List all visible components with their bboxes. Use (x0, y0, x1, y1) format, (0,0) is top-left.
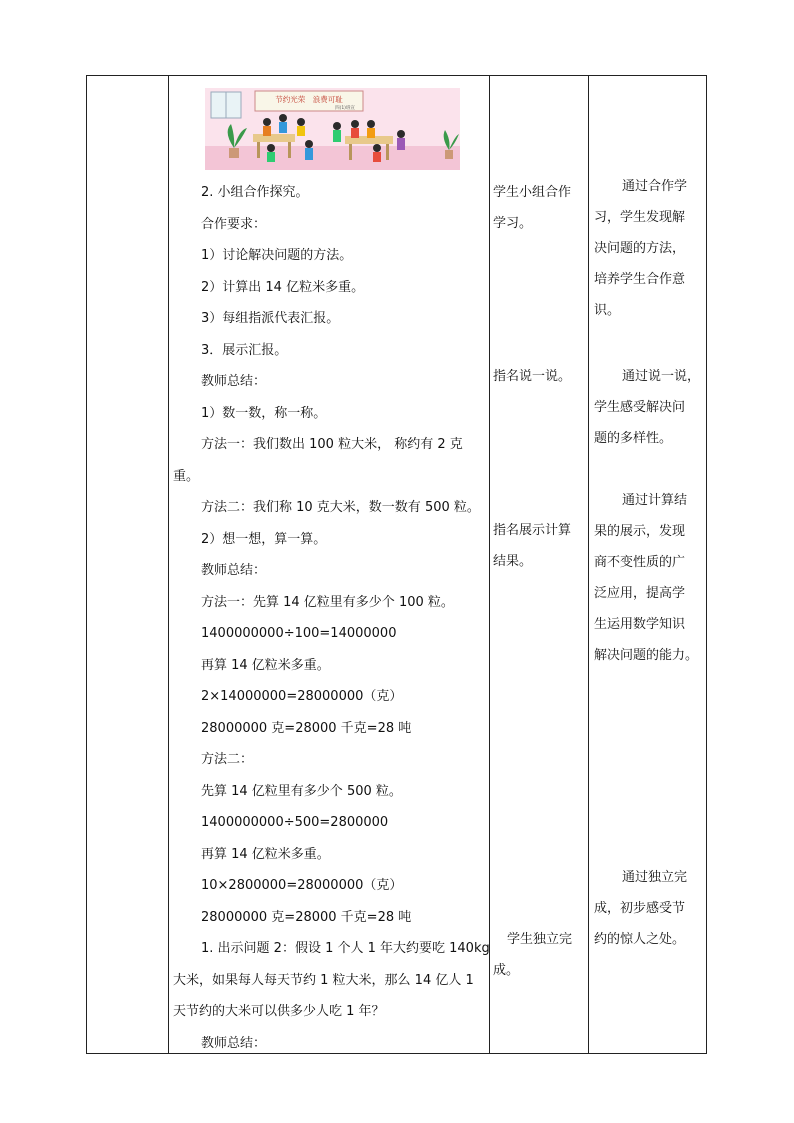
process-line: 方法一：我们数出 100 粒大米， 称约有 2 克 (201, 437, 463, 452)
process-line: 2）计算出 14 亿粒米多重。 (201, 280, 365, 295)
process-line: 方法一：先算 14 亿粒里有多少个 100 粒。 (201, 595, 454, 610)
process-line: 合作要求： (201, 217, 267, 232)
design-intent-cell (594, 361, 700, 454)
process-line: 重。 (173, 469, 200, 484)
student-activity-line: 指名展示计算 (493, 523, 572, 538)
column-divider-2 (489, 75, 490, 1054)
banner-text: 节约光荣 浪费可耻 (275, 95, 343, 104)
design-intent-line: 泛应用，提高学 (594, 586, 686, 601)
design-intent-line: 决问题的方法， (594, 241, 686, 256)
process-line: 天节约的大米可以供多少人吃 1 年？ (173, 1004, 385, 1019)
student-activity-line: 成。 (493, 963, 520, 978)
design-intent-line: 识。 (594, 303, 621, 318)
process-line: 教师总结： (201, 374, 267, 389)
design-intent-line: 学生感受解决问 (594, 400, 686, 415)
process-line: 2）想一想，算一算。 (201, 532, 327, 547)
column-divider-3 (588, 75, 589, 1054)
process-line: 再算 14 亿粒米多重。 (201, 658, 330, 673)
process-line: 再算 14 亿粒米多重。 (201, 847, 330, 862)
student-activity-line: 学生小组合作 (493, 185, 572, 200)
student-activity-cell (493, 177, 571, 239)
process-line: 2×14000000=28000000（克） (201, 689, 403, 704)
process-line: 28000000 克=28000 千克=28 吨 (201, 721, 412, 736)
design-intent-line: 约的惊人之处。 (594, 932, 686, 947)
student-activity-cell (493, 515, 571, 577)
design-intent-cell (594, 171, 687, 326)
classroom-illustration (205, 88, 460, 170)
banner-subtext: 四(1)班宣 (335, 106, 355, 111)
column-divider-1 (168, 75, 169, 1054)
process-line: 3．展示汇报。 (201, 343, 288, 358)
design-intent-line: 培养学生合作意 (594, 272, 686, 287)
student-activity-line: 指名说一说。 (493, 369, 572, 384)
student-activity-cell (493, 924, 573, 986)
design-intent-line: 通过合作学 (622, 179, 688, 194)
design-intent-line: 果的展示，发现 (594, 524, 686, 539)
student-activity-cell (493, 361, 571, 392)
process-line: 1400000000÷500=2800000 (201, 815, 389, 830)
process-line: 10×2800000=28000000（克） (201, 878, 403, 893)
design-intent-cell (594, 485, 698, 671)
design-intent-line: 解决问题的能力。 (594, 648, 699, 663)
process-line: 1400000000÷100=14000000 (201, 626, 397, 641)
process-line: 教师总结： (201, 1036, 267, 1051)
student-activity-line: 结果。 (493, 554, 533, 569)
design-intent-line: 成，初步感受节 (594, 901, 686, 916)
process-line: 方法二： (201, 752, 254, 767)
process-line: 1. 出示问题 2：假设 1 个人 1 年大约要吃 140kg (201, 941, 490, 956)
design-intent-cell (594, 862, 687, 955)
process-line: 方法二：我们称 10 克大米，数一数有 500 粒。 (201, 500, 480, 515)
design-intent-line: 生运用数学知识 (594, 617, 686, 632)
process-line: 大米，如果每人每天节约 1 粒大米，那么 14 亿人 1 (173, 973, 474, 988)
process-line: 1）数一数，称一称。 (201, 406, 327, 421)
process-line: 2. 小组合作探究。 (201, 185, 309, 200)
process-line: 1）讨论解决问题的方法。 (201, 248, 353, 263)
student-activity-line: 学习。 (493, 216, 533, 231)
design-intent-line: 习，学生发现解 (594, 210, 686, 225)
process-line: 28000000 克=28000 千克=28 吨 (201, 910, 412, 925)
design-intent-line: 通过说一说， (622, 369, 701, 384)
process-line: 3）每组指派代表汇报。 (201, 311, 340, 326)
student-activity-line: 学生独立完 (507, 932, 573, 947)
process-line: 先算 14 亿粒里有多少个 500 粒。 (201, 784, 402, 799)
design-intent-line: 通过独立完 (622, 870, 688, 885)
design-intent-line: 题的多样性。 (594, 431, 673, 446)
process-line: 教师总结： (201, 563, 267, 578)
design-intent-line: 通过计算结 (622, 493, 688, 508)
design-intent-line: 商不变性质的广 (594, 555, 686, 570)
